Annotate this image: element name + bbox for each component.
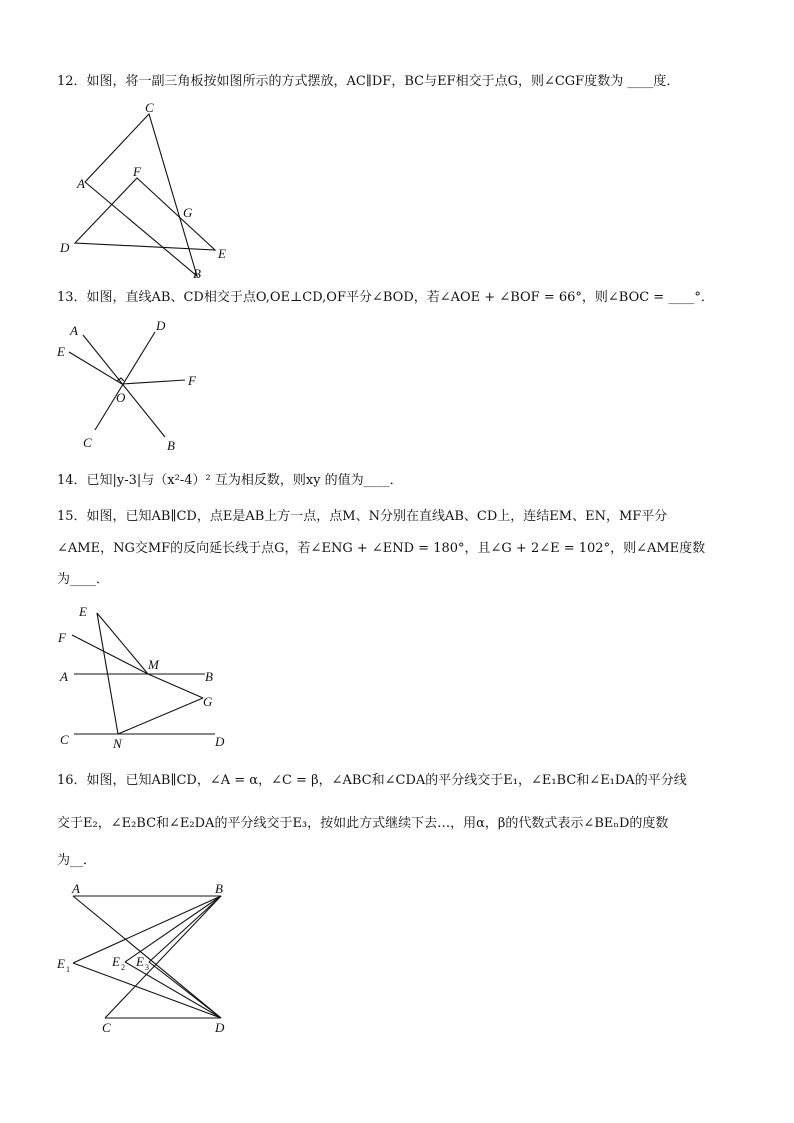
q16-segment-e2b (125, 896, 221, 962)
q16-label-e1: E (57, 956, 65, 971)
q16-label-e2: E (112, 954, 120, 969)
q16-label-e2-sub: 2 (121, 963, 125, 972)
q12-label-a: A (77, 176, 85, 191)
q15-segment-em (97, 613, 148, 674)
q12-triangle-dfe (75, 178, 215, 250)
q13-label-b: B (167, 438, 175, 453)
q16-segment-e1b (73, 896, 221, 963)
q13-label-a: A (70, 323, 78, 338)
q16-segment-cb (105, 896, 221, 1018)
q13-line-cd (95, 332, 155, 430)
q16-segment-e3b (149, 896, 221, 962)
q13-figure (55, 315, 205, 460)
q12-label-g: G (183, 205, 193, 220)
q15-label-e: E (79, 604, 87, 619)
q16-label-a: A (72, 881, 80, 896)
q12-text-line-1: 12．如图，将一副三角板按如图所示的方式摆放，AC∥DF，BC与EF相交于点G，则∠CGF度数为 ____度． (57, 74, 680, 89)
q15-label-c: C (60, 732, 69, 747)
q16-label-e1-sub: 1 (66, 965, 70, 974)
q15-segment-mg (148, 674, 203, 698)
q13-label-f: F (188, 373, 196, 388)
q15-text-line-1: 15．如图，已知AB∥CD，点E是AB上方一点，点M、N分别在直线AB、CD上，连结EM、EN，MF平分 (57, 509, 668, 524)
q13-label-d: D (156, 318, 166, 333)
q16-text-line-1: 16．如图，已知AB∥CD，∠A = α，∠C = β，∠ABC和∠CDA的平分线交于E₁，∠E₁BC和∠E₁DA的平分线 (57, 773, 687, 788)
q16-label-d: D (215, 1020, 225, 1035)
q13-ray-oe (69, 352, 122, 384)
q13-label-c: C (83, 435, 92, 450)
q12-label-b: B (193, 266, 201, 281)
q13-line-ab (83, 335, 165, 437)
q16-label-e3-sub: 3 (145, 963, 149, 972)
q13-text-line-1: 13．如图，直线AB、CD相交于点O,OE⊥CD,OF平分∠BOD，若∠AOE + ∠BOF = 66°，则∠BOC = ____°． (57, 290, 714, 305)
q12-label-d: D (60, 240, 70, 255)
q15-label-f: F (58, 630, 66, 645)
q15-segment-ng (118, 698, 203, 734)
q16-segment-e2d (125, 962, 221, 1018)
q12-label-c: C (145, 100, 154, 115)
q15-text-line-3: 为____． (57, 572, 110, 587)
q15-label-n: N (113, 736, 122, 751)
q15-label-a: A (60, 669, 68, 684)
q15-label-d: D (215, 734, 225, 749)
q16-label-c: C (102, 1020, 111, 1035)
q16-label-e3: E (136, 954, 144, 969)
q16-segment-e3d (149, 962, 221, 1018)
q14-text-line-1: 14．已知|y-3|与（x²-4）² 互为相反数，则xy 的值为____． (57, 473, 403, 488)
q15-label-b: B (205, 669, 213, 684)
q12-figure (55, 100, 245, 285)
q13-ray-of (122, 380, 185, 384)
q12-label-f: F (133, 164, 141, 179)
q12-triangle-abc (85, 114, 197, 276)
q16-segment-ad (73, 896, 221, 1018)
q12-label-e: E (218, 246, 226, 261)
q15-ray-mf (72, 635, 148, 674)
q16-text-line-2: 交于E₂，∠E₂BC和∠E₂DA的平分线交于E₃，按如此方式继续下去…，用α，β的代数式表示∠BEₙD的度数 (57, 816, 669, 831)
q15-label-g: G (203, 694, 213, 709)
q13-label-o: O (116, 390, 126, 405)
q16-text-line-3: 为__． (57, 853, 97, 868)
q16-figure (55, 878, 245, 1038)
q15-label-m: M (148, 657, 159, 672)
q15-text-line-2: ∠AME，NG交MF的反向延长线于点G，若∠ENG + ∠END = 180°，且∠G + 2∠E = 102°，则∠AME度数 (57, 541, 706, 556)
q16-label-b: B (215, 881, 223, 896)
q13-label-e: E (57, 344, 65, 359)
q15-figure (55, 600, 245, 755)
